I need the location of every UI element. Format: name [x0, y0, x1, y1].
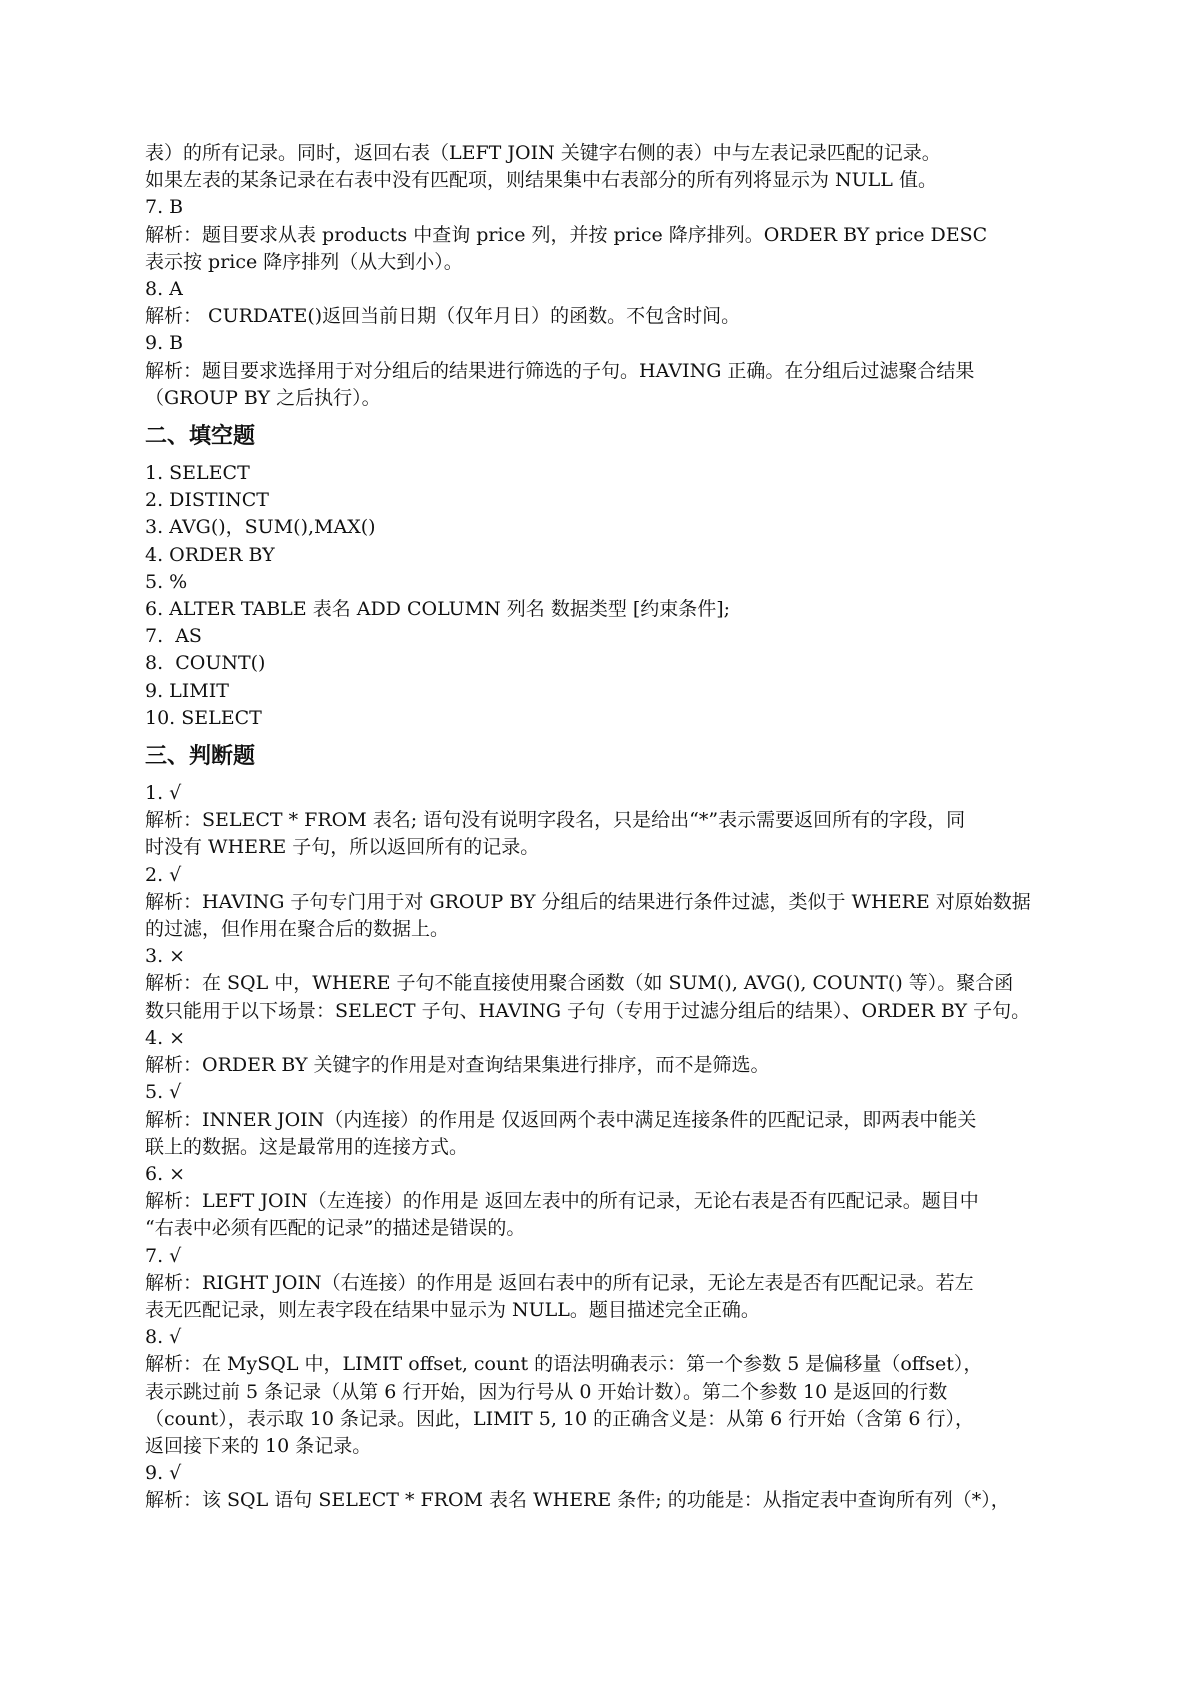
answer-line: 解析：在 MySQL 中，LIMIT offset, count 的语法明确表示：第一个参数 5 是偏移量（offset），: [145, 1353, 983, 1376]
answer-line: 1. √: [145, 782, 182, 805]
answer-line: 1. SELECT: [145, 462, 250, 485]
answer-line: 3. ×: [145, 945, 186, 968]
answer-line: 的过滤，但作用在聚合后的数据上。: [145, 918, 450, 941]
answer-line: 解析：该 SQL 语句 SELECT * FROM 表名 WHERE 条件; 的功能是：从指定表中查询所有列（*），: [145, 1489, 1010, 1512]
answer-line: “右表中必须有匹配的记录”的描述是错误的。: [145, 1217, 526, 1240]
text-line: 解析：题目要求选择用于对分组后的结果进行筛选的子句。HAVING 正确。在分组后过滤聚合结果: [145, 359, 975, 382]
answer-line: 4. ×: [145, 1026, 186, 1049]
true-false-answers: [145, 780, 1055, 1514]
answer-line: 7. √: [145, 1244, 182, 1267]
text-line: 8. A: [145, 278, 183, 301]
section-heading-fill-in-blank: 二、填空题: [145, 424, 256, 450]
answer-line: 7. AS: [145, 625, 202, 648]
answer-line: 解析：LEFT JOIN（左连接）的作用是 返回左表中的所有记录，无论右表是否有匹配记录。题目中: [145, 1190, 979, 1213]
answer-line: 返回接下来的 10 条记录。: [145, 1434, 372, 1457]
answer-line: 2. √: [145, 863, 182, 886]
answer-line: 联上的数据。这是最常用的连接方式。: [145, 1135, 469, 1158]
text-line: 解析： CURDATE()返回当前日期（仅年月日）的函数。不包含时间。: [145, 305, 741, 328]
answer-line: 表示跳过前 5 条记录（从第 6 行开始，因为行号从 0 开始计数）。第二个参数 10 是返回的行数: [145, 1380, 948, 1403]
answer-line: 9. √: [145, 1462, 182, 1485]
document-page: [145, 140, 1055, 1515]
section-heading-true-false: 三、判断题: [145, 744, 256, 770]
text-line: 表示按 price 降序排列（从大到小）。: [145, 250, 463, 273]
answers-continued-section: [145, 140, 1055, 412]
answer-line: 解析：在 SQL 中，WHERE 子句不能直接使用聚合函数（如 SUM(), AVG(), COUNT() 等）。聚合函: [145, 972, 1014, 995]
answer-line: 3. AVG()，SUM(),MAX(): [145, 516, 376, 539]
text-line: 9. B: [145, 332, 184, 355]
fill-in-blank-answers: [145, 460, 1055, 732]
text-line: 7. B: [145, 196, 184, 219]
text-line: （GROUP BY 之后执行）。: [145, 386, 381, 409]
answer-line: 2. DISTINCT: [145, 489, 269, 512]
answer-line: 6. ALTER TABLE 表名 ADD COLUMN 列名 数据类型 [约束条件];: [145, 598, 731, 621]
answer-line: 8. COUNT(): [145, 652, 266, 675]
answer-line: 数只能用于以下场景：SELECT 子句、HAVING 子句（专用于过滤分组后的结果）、ORDER BY 子句。: [145, 999, 1031, 1022]
answer-line: 解析：INNER JOIN（内连接）的作用是 仅返回两个表中满足连接条件的匹配记录，即两表中能关: [145, 1108, 977, 1131]
answer-line: 时没有 WHERE 子句，所以返回所有的记录。: [145, 836, 540, 859]
answer-line: 解析：SELECT * FROM 表名; 语句没有说明字段名，只是给出“*”表示需要返回所有的字段，同: [145, 809, 966, 832]
answer-line: 8. √: [145, 1326, 182, 1349]
answer-line: （count），表示取 10 条记录。因此，LIMIT 5, 10 的正确含义是：从第 6 行开始（含第 6 行），: [145, 1407, 974, 1430]
text-line: 如果左表的某条记录在右表中没有匹配项，则结果集中右表部分的所有列将显示为 NULL 值。: [145, 169, 937, 192]
answer-line: 5. %: [145, 570, 188, 593]
answer-line: 表无匹配记录，则左表字段在结果中显示为 NULL。题目描述完全正确。: [145, 1298, 760, 1321]
text-line: 解析：题目要求从表 products 中查询 price 列，并按 price 降序排列。ORDER BY price DESC: [145, 223, 988, 246]
answer-line: 4. ORDER BY: [145, 543, 275, 566]
text-line: 表）的所有记录。同时，返回右表（LEFT JOIN 关键字右侧的表）中与左表记录匹配的记录。: [145, 142, 941, 164]
answer-line: 9. LIMIT: [145, 679, 229, 702]
answer-line: 10. SELECT: [145, 706, 262, 729]
answer-line: 解析：RIGHT JOIN（右连接）的作用是 返回右表中的所有记录，无论左表是否有匹配记录。若左: [145, 1271, 974, 1294]
answer-line: 解析：ORDER BY 关键字的作用是对查询结果集进行排序，而不是筛选。: [145, 1054, 770, 1077]
answer-line: 5. √: [145, 1081, 182, 1104]
answer-line: 6. ×: [145, 1162, 186, 1185]
answer-line: 解析：HAVING 子句专门用于对 GROUP BY 分组后的结果进行条件过滤，类似于 WHERE 对原始数据: [145, 890, 1031, 913]
